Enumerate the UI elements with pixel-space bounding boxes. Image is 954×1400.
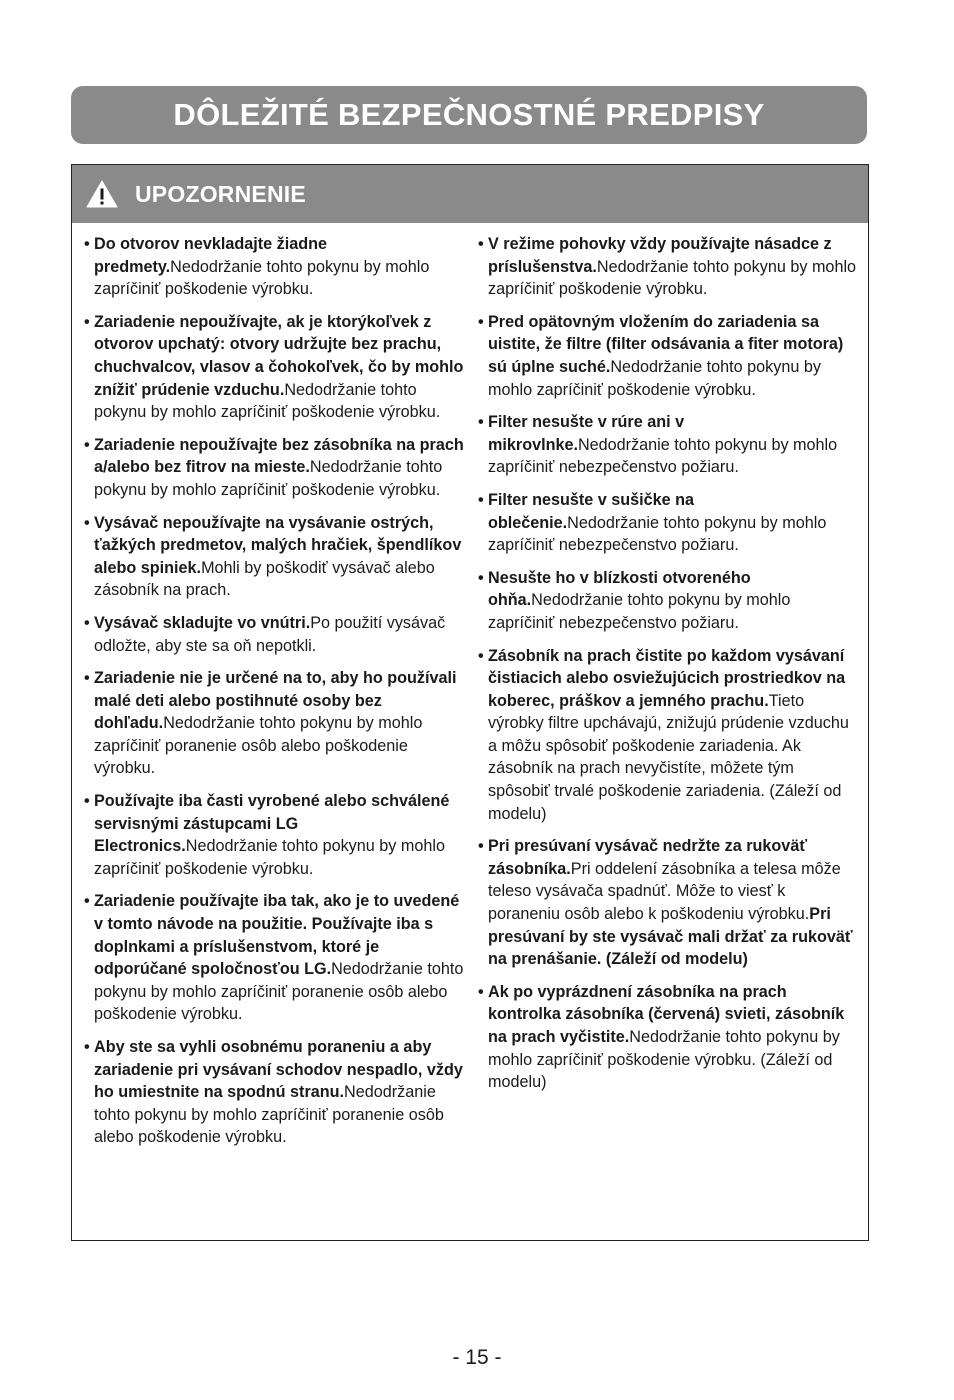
warning-triangle-icon <box>86 180 118 208</box>
bullet: • <box>478 235 484 253</box>
bullet: • <box>478 490 484 509</box>
item-heading: Zariadenie používajte iba tak, ako je to uvedené v tomto návode na použitie. Používajte iba s doplnkami a príslušenstvom, ktoré je odporúčané spoločnosťou LG. <box>94 892 460 979</box>
bullet: • <box>478 568 484 587</box>
item-text: Mohli by poškodiť vysávač alebo zásobník na prach. <box>94 558 435 600</box>
caution-box <box>71 164 869 1241</box>
item-text: Nedodržanie tohto pokynu by mohlo zapríčiniť poranenie osôb alebo poškodenie výrobku. <box>94 1083 444 1147</box>
item-text: Nedodržanie tohto pokynu by mohlo zapríčiniť nebezpečenstvo požiaru. <box>488 591 791 632</box>
bullet: • <box>478 413 484 432</box>
list-item <box>84 1036 464 1149</box>
item-text: Nedodržanie tohto pokynu by mohlo zapríčiniť nebezpečenstvo požiaru. <box>488 513 827 555</box>
item-text: Nedodržanie tohto pokynu by mohlo zapríčiniť poškodenie výrobku. <box>94 257 430 299</box>
list-item <box>478 835 858 971</box>
item-text: Nedodržanie tohto pokynu by mohlo zapríčiniť poškodenie výrobku. <box>94 380 441 422</box>
item-heading: Zariadenie nepoužívajte bez zásobníka na prach a/alebo bez fitrov na mieste. <box>94 435 464 477</box>
item-text: Nedodržanie tohto pokynu by mohlo zapríčiniť poškodenie výrobku. <box>94 837 445 878</box>
title-banner <box>71 86 867 144</box>
left-column <box>84 233 464 1159</box>
item-heading: Aby ste sa vyhli osobnému poraneniu a aby zariadenie pri vysávaní schodov nespadlo, vždy ho umiestnite na spodnú stranu. <box>94 1038 463 1102</box>
list-item <box>478 311 858 401</box>
item-text: Nedodržanie tohto pokynu by mohlo zapríčiniť poranenie osôb alebo poškodenie výrobku. <box>94 960 464 1024</box>
item-heading: V režime pohovky vždy používajte násadce z príslušenstva. <box>488 235 832 276</box>
item-heading: Filter nesušte v sušičke na oblečenie. <box>488 490 695 532</box>
item-heading: Zariadenie nepoužívajte, ak je ktorýkoľvek z otvorov upchatý: otvory udržujte bez prachu, chuchvalcov, vlasov a čohokoľvek, čo by mohlo znížiť prúdenie vzduchu. <box>94 312 464 399</box>
bullet: • <box>84 792 90 811</box>
bullet: • <box>478 646 484 665</box>
page-title: DÔLEŽITÉ BEZPEČNOSTNÉ PREDPISY <box>173 97 765 132</box>
item-heading: Do otvorov nevkladajte žiadne predmety. <box>94 235 327 276</box>
bullet: • <box>478 982 484 1001</box>
list-item <box>84 612 464 657</box>
item-heading: Používajte iba časti vyrobené alebo schválené servisnými zástupcami LG Electronics. <box>94 792 450 856</box>
caution-header <box>72 165 868 223</box>
bullet: • <box>84 892 90 911</box>
item-text: Tieto výrobky filtre upchávajú, znižujú prúdenie vzduchu a môžu spôsobiť poškodenie zariadenia. Ak zásobník na prach nevyčistíte, môžete tým spôsobiť trvalé poškodenie zariadenia. (Záleží od modelu) <box>488 691 849 823</box>
list-item <box>84 434 464 502</box>
item-heading: Nesušte ho v blízkosti otvoreného ohňa. <box>488 568 751 610</box>
item-text: Nedodržanie tohto pokynu by mohlo zapríčiniť poškodenie výrobku. <box>488 357 821 399</box>
bullet: • <box>84 513 90 532</box>
list-item <box>84 512 464 602</box>
item-heading: Pri presúvaní vysávač nedržte za rukoväť zásobníka. <box>488 837 808 878</box>
bullet: • <box>84 1038 90 1056</box>
caution-heading: UPOZORNENIE <box>135 180 306 207</box>
item-text: Nedodržanie tohto pokynu by mohlo zapríčiniť poranenie osôb alebo poškodenie výrobku. <box>94 714 423 778</box>
bullet: • <box>84 312 90 331</box>
list-item <box>478 489 858 557</box>
item-text: Nedodržanie tohto pokynu by mohlo zapríčiniť poškodenie výrobku. <box>488 257 857 299</box>
bullet: • <box>84 235 90 253</box>
item-heading: Filter nesušte v rúre ani v mikrovlnke. <box>488 413 685 454</box>
item-text: Pri oddelení zásobníka a telesa môže teleso vysávača spadnúť. Môže to viesť k poraneniu osôb alebo k poškodeniu výrobku. <box>488 859 841 924</box>
item-text: Po použití vysávač odložte, aby ste sa oň nepotkli. <box>94 613 446 655</box>
list-item <box>84 311 464 424</box>
list-item <box>84 890 464 1026</box>
item-heading: Zásobník na prach čistite po každom vysávaní čistiacich alebo osviežujúcich prostriedkov na koberec, práškov a jemného prachu. <box>488 646 846 710</box>
list-item <box>478 233 858 301</box>
bullet: • <box>478 837 484 856</box>
list-item <box>478 567 858 635</box>
item-text: Nedodržanie tohto pokynu by mohlo zapríčiniť poškodenie výrobku. <box>94 458 443 499</box>
item-heading: Vysávač nepoužívajte na vysávanie ostrých, ťažkých predmetov, malých hračiek, špendlíkov alebo spiniek. <box>94 513 462 577</box>
bullet: • <box>84 435 90 454</box>
bullet: • <box>84 613 90 632</box>
item-heading: Vysávač skladujte vo vnútri. <box>94 613 311 632</box>
item-heading: Zariadenie nie je určené na to, aby ho používali malé deti alebo postihnuté osoby bez dohľadu. <box>94 669 457 733</box>
bullet: • <box>84 669 90 688</box>
list-item <box>84 667 464 780</box>
item-text: Nedodržanie tohto pokynu by mohlo zapríčiniť nebezpečenstvo požiaru. <box>488 435 838 477</box>
right-column <box>478 233 858 1104</box>
list-item <box>84 233 464 301</box>
page-number: - 15 - <box>452 1346 502 1369</box>
list-item <box>84 790 464 880</box>
list-item <box>478 411 858 479</box>
item-heading: Pred opätovným vložením do zariadenia sa uistite, že filtre (filter odsávania a fiter motora) sú úplne suché. <box>488 312 844 376</box>
item-heading: Ak po vyprázdnení zásobníka na prach kontrolka zásobníka (červená) svieti, zásobník na prach vyčistite. <box>488 982 845 1046</box>
bullet: • <box>478 312 484 331</box>
item-heading-secondary: Pri presúvaní by ste vysávač mali držať za rukoväť na prenášanie. (Záleží od modelu) <box>488 905 853 969</box>
list-item <box>478 981 858 1094</box>
item-text: Nedodržanie tohto pokynu by mohlo zapríčiniť poškodenie výrobku. (Záleží od modelu) <box>488 1028 840 1092</box>
list-item <box>478 645 858 826</box>
